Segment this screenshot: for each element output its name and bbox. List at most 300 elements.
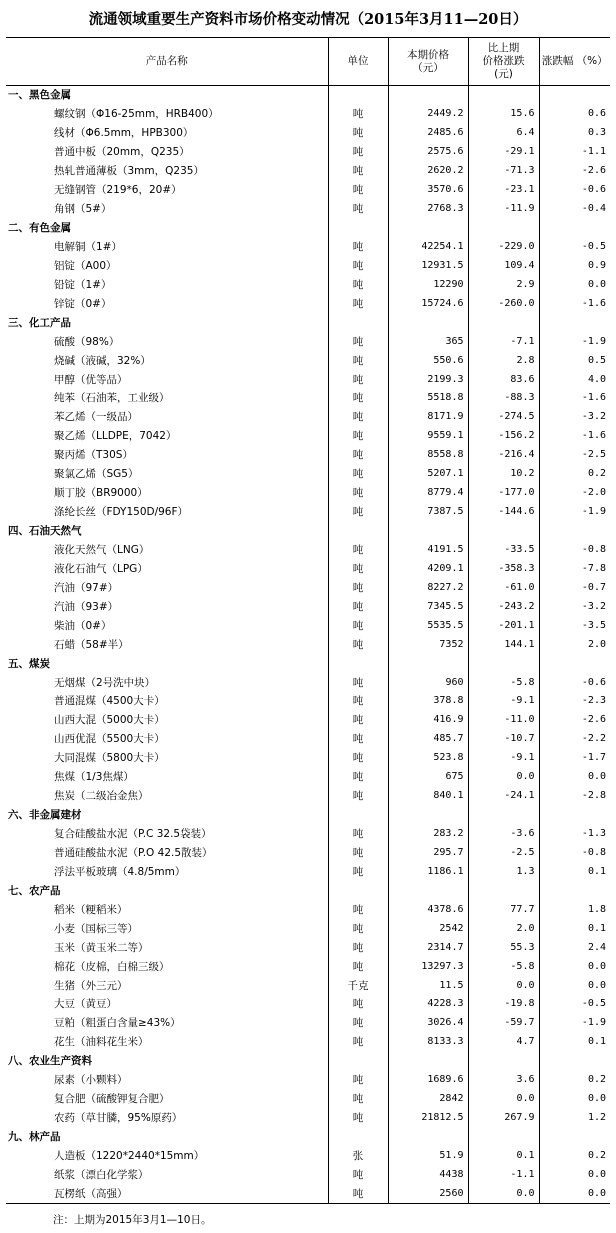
- price-table: [6, 37, 610, 1204]
- table-row: [6, 200, 610, 219]
- table-row: [6, 389, 610, 408]
- table-row: [6, 1033, 610, 1052]
- price-cell: 2768.3: [388, 200, 468, 219]
- product-name: 硫酸（98%）: [54, 335, 120, 348]
- unit-cell: 吨: [328, 995, 388, 1014]
- pct-cell: -0.7: [539, 578, 610, 597]
- product-name: 复合硅酸盐水泥（P.C 32.5袋装）: [54, 828, 212, 841]
- price-cell: 13297.3: [388, 957, 468, 976]
- product-name: 甲醇（优等品）: [54, 373, 128, 386]
- category-row: [6, 219, 610, 238]
- unit-cell: 吨: [328, 200, 388, 219]
- empty-cell: [328, 522, 388, 541]
- product-name: 小麦（国标三等）: [54, 922, 138, 935]
- header-change: [468, 38, 539, 86]
- price-cell: 11.5: [388, 976, 468, 995]
- empty-cell: [539, 806, 610, 825]
- empty-cell: [468, 881, 539, 900]
- unit-cell: 吨: [328, 484, 388, 503]
- price-cell: 8227.2: [388, 578, 468, 597]
- unit-cell: 吨: [328, 351, 388, 370]
- table-row: [6, 1147, 610, 1166]
- product-name: 焦炭（二级冶金焦）: [54, 790, 149, 803]
- empty-cell: [388, 313, 468, 332]
- change-cell: -358.3: [468, 559, 539, 578]
- unit-cell: 吨: [328, 408, 388, 427]
- pct-cell: -0.5: [539, 238, 610, 257]
- change-cell: -156.2: [468, 427, 539, 446]
- pct-cell: 0.3: [539, 124, 610, 143]
- empty-cell: [468, 1052, 539, 1071]
- product-name: 人造板（1220*2440*15mm）: [54, 1149, 205, 1162]
- product-name: 普通硅酸盐水泥（P.O 42.5散装）: [54, 846, 213, 859]
- header-pct: 涨跌幅 （%）: [539, 38, 610, 86]
- unit-cell: 吨: [328, 162, 388, 181]
- change-cell: -29.1: [468, 143, 539, 162]
- product-name: 山西优混（5500大卡）: [54, 733, 165, 746]
- product-name: 普通中板（20mm，Q235）: [54, 146, 190, 159]
- change-cell: 0.0: [468, 976, 539, 995]
- product-name: 热轧普通薄板（3mm，Q235）: [54, 165, 204, 178]
- pct-cell: -1.1: [539, 143, 610, 162]
- category-row: [6, 806, 610, 825]
- empty-cell: [328, 1128, 388, 1147]
- table-row: [6, 1014, 610, 1033]
- table-row: [6, 559, 610, 578]
- table-row: [6, 787, 610, 806]
- pct-cell: 0.0: [539, 768, 610, 787]
- category-row: [6, 881, 610, 900]
- table-row: [6, 616, 610, 635]
- price-cell: 3026.4: [388, 1014, 468, 1033]
- unit-cell: 吨: [328, 1033, 388, 1052]
- empty-cell: [328, 86, 388, 105]
- pct-cell: 0.1: [539, 862, 610, 881]
- product-name: 柴油（0#）: [54, 619, 112, 632]
- pct-cell: -1.6: [539, 389, 610, 408]
- empty-cell: [388, 1052, 468, 1071]
- table-row: [6, 484, 610, 503]
- change-cell: -3.6: [468, 825, 539, 844]
- pct-cell: -3.2: [539, 408, 610, 427]
- table-row: [6, 1184, 610, 1203]
- empty-cell: [539, 86, 610, 105]
- change-cell: 109.4: [468, 256, 539, 275]
- unit-cell: 吨: [328, 862, 388, 881]
- pct-cell: -7.8: [539, 559, 610, 578]
- pct-cell: 1.2: [539, 1109, 610, 1128]
- table-row: [6, 597, 610, 616]
- pct-cell: -0.4: [539, 200, 610, 219]
- pct-cell: 0.1: [539, 1033, 610, 1052]
- product-name: 农药（草甘膦，95%原药）: [54, 1112, 183, 1125]
- table-row: [6, 446, 610, 465]
- empty-cell: [468, 313, 539, 332]
- change-cell: -23.1: [468, 181, 539, 200]
- price-cell: 378.8: [388, 692, 468, 711]
- product-name: 花生（油料花生米）: [54, 1036, 149, 1049]
- product-name: 涤纶长丝（FDY150D/96F）: [54, 506, 189, 519]
- price-cell: 12931.5: [388, 256, 468, 275]
- pct-cell: -1.6: [539, 427, 610, 446]
- unit-cell: 吨: [328, 275, 388, 294]
- table-row: [6, 711, 610, 730]
- change-cell: 55.3: [468, 938, 539, 957]
- pct-cell: 1.8: [539, 900, 610, 919]
- unit-cell: 吨: [328, 1014, 388, 1033]
- product-name: 聚乙烯（LLDPE，7042）: [54, 430, 177, 443]
- pct-cell: -1.9: [539, 503, 610, 522]
- empty-cell: [328, 654, 388, 673]
- product-name: 烧碱（液碱，32%）: [54, 354, 151, 367]
- change-cell: -11.9: [468, 200, 539, 219]
- unit-cell: 吨: [328, 389, 388, 408]
- empty-cell: [539, 654, 610, 673]
- pct-cell: -0.5: [539, 995, 610, 1014]
- empty-cell: [388, 806, 468, 825]
- price-cell: 3570.6: [388, 181, 468, 200]
- category-name: 五、煤炭: [8, 657, 50, 670]
- price-cell: 5535.5: [388, 616, 468, 635]
- empty-cell: [468, 86, 539, 105]
- table-row: [6, 1090, 610, 1109]
- table-header-row: [6, 38, 610, 86]
- product-name: 浮法平板玻璃（4.8/5mm）: [54, 865, 186, 878]
- table-row: [6, 162, 610, 181]
- unit-cell: 吨: [328, 578, 388, 597]
- table-row: [6, 578, 610, 597]
- pct-cell: 2.4: [539, 938, 610, 957]
- unit-cell: 吨: [328, 105, 388, 124]
- change-cell: -71.3: [468, 162, 539, 181]
- price-cell: 2620.2: [388, 162, 468, 181]
- price-cell: 283.2: [388, 825, 468, 844]
- pct-cell: 0.0: [539, 957, 610, 976]
- price-table-container: [6, 37, 610, 1204]
- empty-cell: [388, 522, 468, 541]
- category-name: 九、林产品: [8, 1131, 61, 1144]
- table-body: [6, 86, 610, 1204]
- unit-cell: 吨: [328, 635, 388, 654]
- header-price-line1: 本期价格: [407, 48, 449, 61]
- pct-cell: -1.9: [539, 1014, 610, 1033]
- empty-cell: [328, 1052, 388, 1071]
- product-name: 豆粕（粗蛋白含量≥43%）: [54, 1017, 181, 1030]
- pct-cell: -1.9: [539, 332, 610, 351]
- price-cell: 9559.1: [388, 427, 468, 446]
- change-cell: -59.7: [468, 1014, 539, 1033]
- pct-cell: 0.6: [539, 105, 610, 124]
- category-row: [6, 522, 610, 541]
- price-cell: 365: [388, 332, 468, 351]
- product-name: 角钢（5#）: [54, 203, 112, 216]
- change-cell: -5.8: [468, 957, 539, 976]
- product-name: 大豆（黄豆）: [54, 998, 117, 1011]
- pct-cell: 0.2: [539, 1071, 610, 1090]
- price-cell: 7345.5: [388, 597, 468, 616]
- pct-cell: -2.0: [539, 484, 610, 503]
- table-row: [6, 408, 610, 427]
- price-cell: 1186.1: [388, 862, 468, 881]
- change-cell: -243.2: [468, 597, 539, 616]
- footnote: 注：上期为2015年3月1—10日。: [53, 1214, 212, 1226]
- unit-cell: 吨: [328, 427, 388, 446]
- header-change-line2: 价格涨跌: [482, 55, 525, 67]
- change-cell: -2.5: [468, 844, 539, 863]
- price-cell: 5207.1: [388, 465, 468, 484]
- price-cell: 1689.6: [388, 1071, 468, 1090]
- pct-cell: 4.0: [539, 370, 610, 389]
- pct-cell: -2.3: [539, 692, 610, 711]
- header-price-line2: （元）: [412, 61, 444, 74]
- unit-cell: 吨: [328, 332, 388, 351]
- empty-cell: [328, 219, 388, 238]
- table-row: [6, 862, 610, 881]
- price-cell: 4209.1: [388, 559, 468, 578]
- change-cell: 1.3: [468, 862, 539, 881]
- page-title: 流通领域重要生产资料市场价格变动情况（2015年3月11—20日）: [88, 11, 528, 28]
- pct-cell: -3.2: [539, 597, 610, 616]
- price-cell: 550.6: [388, 351, 468, 370]
- empty-cell: [468, 219, 539, 238]
- product-name: 生猪（外三元）: [54, 979, 128, 992]
- change-cell: 10.2: [468, 465, 539, 484]
- product-name: 顺丁胶（BR9000）: [54, 487, 148, 500]
- pct-cell: 0.5: [539, 351, 610, 370]
- table-row: [6, 768, 610, 787]
- price-cell: 12290: [388, 275, 468, 294]
- empty-cell: [388, 881, 468, 900]
- table-row: [6, 1165, 610, 1184]
- pct-cell: -0.6: [539, 673, 610, 692]
- table-row: [6, 692, 610, 711]
- price-cell: 51.9: [388, 1147, 468, 1166]
- product-name: 纯苯（石油苯，工业级）: [54, 392, 170, 405]
- change-cell: -10.7: [468, 730, 539, 749]
- change-cell: 2.0: [468, 919, 539, 938]
- table-row: [6, 1109, 610, 1128]
- empty-cell: [539, 1128, 610, 1147]
- product-name: 螺纹钢（Φ16-25mm，HRB400）: [54, 108, 219, 121]
- category-row: [6, 1052, 610, 1071]
- price-cell: 416.9: [388, 711, 468, 730]
- category-row: [6, 86, 610, 105]
- empty-cell: [539, 522, 610, 541]
- unit-cell: 吨: [328, 919, 388, 938]
- price-cell: 2199.3: [388, 370, 468, 389]
- unit-cell: 吨: [328, 124, 388, 143]
- change-cell: 15.6: [468, 105, 539, 124]
- table-row: [6, 503, 610, 522]
- change-cell: -144.6: [468, 503, 539, 522]
- product-name: 线材（Φ6.5mm，HPB300）: [54, 127, 194, 140]
- empty-cell: [539, 1052, 610, 1071]
- price-cell: 2560: [388, 1184, 468, 1203]
- empty-cell: [539, 219, 610, 238]
- category-row: [6, 313, 610, 332]
- category-name: 四、石油天然气: [8, 525, 82, 538]
- change-cell: 0.0: [468, 1090, 539, 1109]
- price-cell: 295.7: [388, 844, 468, 863]
- unit-cell: 张: [328, 1147, 388, 1166]
- change-cell: 83.6: [468, 370, 539, 389]
- pct-cell: 0.0: [539, 1090, 610, 1109]
- table-row: [6, 844, 610, 863]
- empty-cell: [468, 522, 539, 541]
- header-product-name: 产品名称: [6, 38, 328, 86]
- unit-cell: 吨: [328, 844, 388, 863]
- category-name: 八、农业生产资料: [8, 1055, 92, 1068]
- unit-cell: 吨: [328, 616, 388, 635]
- category-name: 三、化工产品: [8, 316, 71, 329]
- empty-cell: [539, 881, 610, 900]
- change-cell: -88.3: [468, 389, 539, 408]
- table-row: [6, 919, 610, 938]
- unit-cell: 吨: [328, 711, 388, 730]
- price-cell: 7352: [388, 635, 468, 654]
- pct-cell: -2.5: [539, 446, 610, 465]
- unit-cell: 吨: [328, 294, 388, 313]
- product-name: 玉米（黄玉米二等）: [54, 941, 149, 954]
- unit-cell: 千克: [328, 976, 388, 995]
- change-cell: -7.1: [468, 332, 539, 351]
- product-name: 瓦楞纸（高强）: [6, 1184, 328, 1203]
- pct-cell: -0.8: [539, 541, 610, 560]
- change-cell: 2.8: [468, 351, 539, 370]
- unit-cell: 吨: [328, 1184, 388, 1203]
- unit-cell: 吨: [328, 370, 388, 389]
- empty-cell: [328, 806, 388, 825]
- price-cell: 7387.5: [388, 503, 468, 522]
- table-row: [6, 124, 610, 143]
- product-name: 稻米（粳稻米）: [54, 903, 128, 916]
- pct-cell: -2.6: [539, 711, 610, 730]
- pct-cell: 0.1: [539, 919, 610, 938]
- unit-cell: 吨: [328, 446, 388, 465]
- product-name: 聚丙烯（T30S）: [54, 449, 133, 462]
- price-cell: 2575.6: [388, 143, 468, 162]
- unit-cell: 吨: [328, 1090, 388, 1109]
- change-cell: -9.1: [468, 749, 539, 768]
- price-cell: 8779.4: [388, 484, 468, 503]
- change-cell: -1.1: [468, 1165, 539, 1184]
- pct-cell: -0.6: [539, 181, 610, 200]
- unit-cell: 吨: [328, 503, 388, 522]
- change-cell: -61.0: [468, 578, 539, 597]
- price-cell: 4191.5: [388, 541, 468, 560]
- unit-cell: 吨: [328, 1165, 388, 1184]
- product-name: 焦煤（1/3焦煤）: [54, 771, 134, 784]
- price-cell: 4378.6: [388, 900, 468, 919]
- change-cell: -9.1: [468, 692, 539, 711]
- pct-cell: -3.5: [539, 616, 610, 635]
- unit-cell: 吨: [328, 1071, 388, 1090]
- change-cell: -229.0: [468, 238, 539, 257]
- empty-cell: [468, 654, 539, 673]
- table-row: [6, 825, 610, 844]
- pct-cell: -1.3: [539, 825, 610, 844]
- product-name: 苯乙烯（一级品）: [54, 411, 138, 424]
- price-cell: 5518.8: [388, 389, 468, 408]
- unit-cell: 吨: [328, 768, 388, 787]
- category-row: [6, 1128, 610, 1147]
- unit-cell: 吨: [328, 238, 388, 257]
- product-name: 汽油（93#）: [54, 600, 119, 613]
- change-cell: -11.0: [468, 711, 539, 730]
- pct-cell: -0.8: [539, 844, 610, 863]
- price-cell: 485.7: [388, 730, 468, 749]
- change-cell: 0.1: [468, 1147, 539, 1166]
- category-name: 七、农产品: [8, 884, 61, 897]
- unit-cell: 吨: [328, 559, 388, 578]
- pct-cell: 0.2: [539, 1147, 610, 1166]
- pct-cell: -1.6: [539, 294, 610, 313]
- product-name: 无缝钢管（219*6，20#）: [54, 184, 182, 197]
- price-cell: 2485.6: [388, 124, 468, 143]
- product-name: 石蜡（58#半）: [54, 638, 129, 651]
- price-cell: 8558.8: [388, 446, 468, 465]
- price-cell: 523.8: [388, 749, 468, 768]
- unit-cell: 吨: [328, 143, 388, 162]
- header-change-line3: (元): [494, 68, 513, 80]
- pct-cell: 0.0: [539, 1184, 610, 1203]
- product-name: 液化石油气（LPG）: [54, 562, 148, 575]
- pct-cell: 0.0: [539, 976, 610, 995]
- change-cell: -5.8: [468, 673, 539, 692]
- empty-cell: [388, 1128, 468, 1147]
- table-row: [6, 957, 610, 976]
- price-cell: 42254.1: [388, 238, 468, 257]
- change-cell: -201.1: [468, 616, 539, 635]
- product-name: 山西大混（5000大卡）: [54, 714, 165, 727]
- table-row: [6, 995, 610, 1014]
- price-cell: 2314.7: [388, 938, 468, 957]
- empty-cell: [539, 313, 610, 332]
- unit-cell: 吨: [328, 465, 388, 484]
- change-cell: -216.4: [468, 446, 539, 465]
- table-row: [6, 370, 610, 389]
- change-cell: -24.1: [468, 787, 539, 806]
- price-cell: 4228.3: [388, 995, 468, 1014]
- unit-cell: 吨: [328, 957, 388, 976]
- pct-cell: -1.7: [539, 749, 610, 768]
- price-cell: 21812.5: [388, 1109, 468, 1128]
- change-cell: -274.5: [468, 408, 539, 427]
- product-name: 普通混煤（4500大卡）: [54, 695, 165, 708]
- price-cell: 4438: [388, 1165, 468, 1184]
- table-row: [6, 275, 610, 294]
- header-price: [388, 38, 468, 86]
- table-row: [6, 976, 610, 995]
- table-row: [6, 635, 610, 654]
- table-row: [6, 427, 610, 446]
- table-row: [6, 294, 610, 313]
- table-row: [6, 749, 610, 768]
- empty-cell: [388, 86, 468, 105]
- price-cell: 675: [388, 768, 468, 787]
- unit-cell: 吨: [328, 1109, 388, 1128]
- table-row: [6, 730, 610, 749]
- price-cell: 2449.2: [388, 105, 468, 124]
- pct-cell: -2.2: [539, 730, 610, 749]
- product-name: 液化天然气（LNG）: [54, 543, 150, 556]
- price-cell: 960: [388, 673, 468, 692]
- product-name: 复合肥（硫酸钾复合肥）: [54, 1093, 170, 1106]
- product-name: 棉花（皮棉，白棉三级）: [54, 960, 170, 973]
- empty-cell: [328, 881, 388, 900]
- pct-cell: 0.2: [539, 465, 610, 484]
- table-row: [6, 938, 610, 957]
